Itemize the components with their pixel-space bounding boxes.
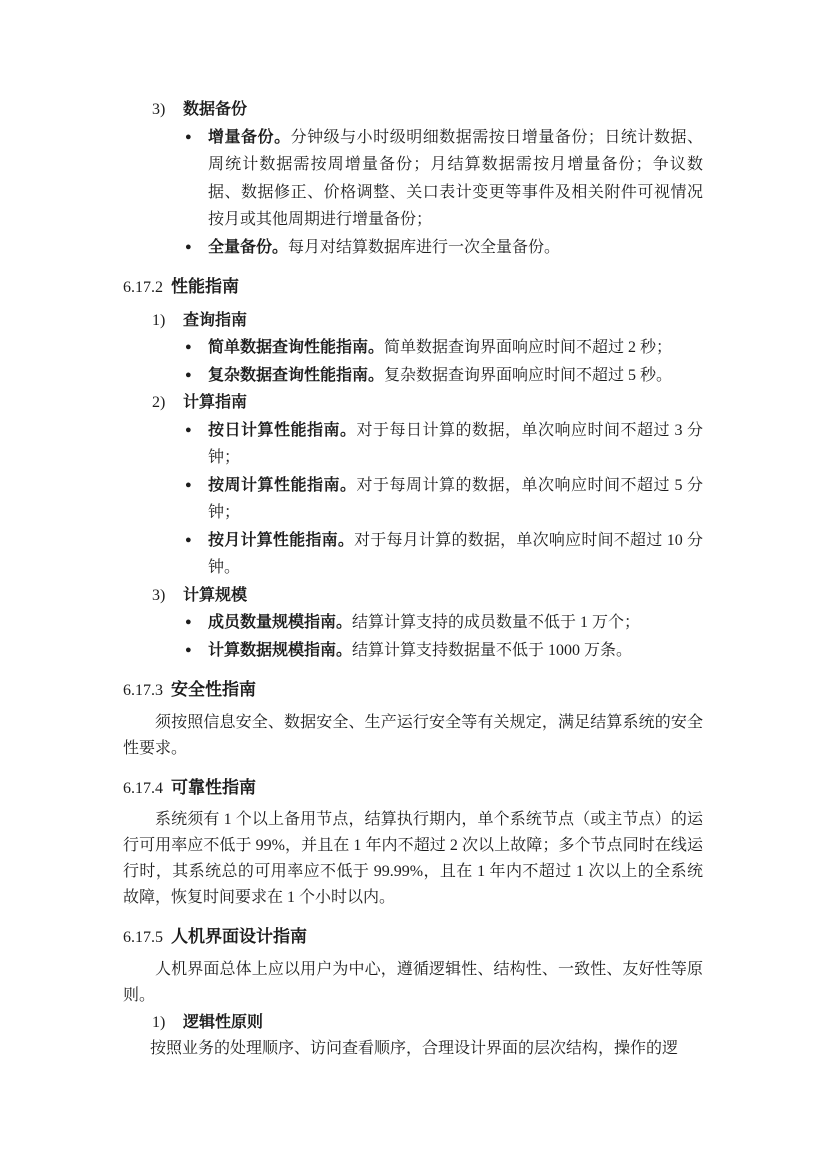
bullet-icon: ● bbox=[185, 478, 192, 491]
body-paragraph: 系统须有 1 个以上备用节点，结算执行期内，单个系统节点（或主节点）的运行可用率应不低于 99%，并且在 1 年内不超过 2 次以上故障；多个节点同时在线运行时，其系统总的可用率应不低于 99.99%，且在 1 年内不超过 1 次以上的全系统故障，恢复时间要求在 1 个小时以内。 bbox=[123, 811, 703, 906]
bullet-item-lead: 增量备份。 bbox=[208, 128, 291, 146]
bullet-icon: ● bbox=[185, 533, 192, 546]
bullet-item-lead: 按日计算性能指南。 bbox=[208, 421, 357, 439]
bullet-item-text: 分钟级与小时级明细数据需按日增量备份；日统计数据、周统计数据需按周增量备份；月结算数据需按月增量备份；争议数据、数据修正、价格调整、关口表计变更等事件及相关附件可视情况按月或其他周期进行增量备份； bbox=[208, 128, 703, 228]
section-heading bbox=[123, 273, 703, 302]
bullet-item-lead: 按周计算性能指南。 bbox=[208, 476, 357, 494]
list-item-number: 1) bbox=[152, 1013, 166, 1031]
bullet-list-item bbox=[123, 637, 703, 665]
bullet-item-text: 结算计算支持的成员数量不低于 1 万个； bbox=[352, 614, 641, 631]
bullet-item-text: 每月对结算数据库进行一次全量备份。 bbox=[288, 238, 561, 256]
numbered-list-item bbox=[152, 1009, 703, 1037]
bullet-list-item bbox=[123, 234, 703, 262]
section-heading bbox=[123, 676, 703, 705]
list-item-label: 计算规模 bbox=[183, 586, 248, 604]
list-item-number: 3) bbox=[152, 101, 166, 118]
section-number: 6.17.4 bbox=[123, 779, 163, 797]
numbered-list-item bbox=[152, 389, 703, 417]
bullet-list-item bbox=[123, 124, 703, 234]
section-number: 6.17.3 bbox=[123, 682, 163, 699]
bullet-item-text: 结算计算支持数据量不低于 1000 万条。 bbox=[352, 641, 633, 659]
list-item-number: 2) bbox=[152, 394, 166, 411]
bullet-item-lead: 复杂数据查询性能指南。 bbox=[208, 366, 385, 384]
section-number: 6.17.2 bbox=[123, 279, 163, 296]
list-item-label: 逻辑性原则 bbox=[183, 1013, 264, 1031]
bullet-icon: ● bbox=[185, 616, 192, 628]
section-title: 人机界面设计指南 bbox=[171, 927, 307, 946]
bullet-icon: ● bbox=[185, 368, 192, 381]
section-heading bbox=[123, 923, 703, 952]
bullet-icon: ● bbox=[185, 240, 192, 253]
section-heading bbox=[123, 774, 703, 803]
bullet-list-item bbox=[123, 362, 703, 390]
body-paragraph: 须按照信息安全、数据安全、生产运行安全等有关规定，满足结算系统的安全性要求。 bbox=[123, 713, 703, 757]
bullet-item-lead: 简单数据查询性能指南。 bbox=[208, 339, 385, 356]
section-title: 可靠性指南 bbox=[171, 777, 256, 797]
bullet-icon: ● bbox=[185, 423, 192, 436]
list-item-label: 查询指南 bbox=[183, 311, 248, 329]
list-item-label: 数据备份 bbox=[183, 101, 248, 118]
numbered-list-item bbox=[152, 307, 703, 335]
bullet-item-text: 对于每周计算的数据，单次响应时间不超过 5 分钟； bbox=[208, 476, 703, 521]
bullet-item-lead: 成员数量规模指南。 bbox=[208, 614, 353, 631]
bullet-item-lead: 按月计算性能指南。 bbox=[208, 531, 355, 549]
bullet-list-item bbox=[123, 472, 703, 527]
bullet-icon: ● bbox=[185, 643, 192, 656]
bullet-item-text: 简单数据查询界面响应时间不超过 2 秒； bbox=[384, 339, 673, 356]
bullet-item-text: 对于每日计算的数据，单次响应时间不超过 3 分钟； bbox=[208, 421, 703, 466]
list-item-number: 3) bbox=[152, 586, 166, 604]
section-title: 安全性指南 bbox=[171, 680, 256, 699]
bullet-item-text: 对于每月计算的数据，单次响应时间不超过 10 分钟。 bbox=[208, 531, 703, 576]
body-paragraph: 按照业务的处理顺序、访问查看顺序，合理设计界面的层次结构，操作的逻 bbox=[150, 1040, 679, 1057]
bullet-list-item bbox=[123, 609, 703, 637]
bullet-list-item bbox=[123, 527, 703, 582]
list-item-label: 计算指南 bbox=[183, 394, 248, 411]
bullet-icon: ● bbox=[185, 341, 192, 353]
numbered-list-item bbox=[152, 96, 703, 124]
numbered-list-item bbox=[152, 582, 703, 610]
bullet-icon: ● bbox=[185, 130, 192, 143]
body-paragraph: 人机界面总体上应以用户为中心，遵循逻辑性、结构性、一致性、友好性等原则。 bbox=[123, 960, 703, 1004]
section-number: 6.17.5 bbox=[123, 929, 163, 946]
bullet-list-item bbox=[123, 417, 703, 472]
bullet-item-lead: 全量备份。 bbox=[208, 238, 289, 256]
bullet-list-item bbox=[123, 334, 703, 362]
list-item-number: 1) bbox=[152, 311, 166, 329]
section-title: 性能指南 bbox=[171, 277, 239, 296]
bullet-item-text: 复杂数据查询界面响应时间不超过 5 秒。 bbox=[384, 366, 673, 384]
bullet-item-lead: 计算数据规模指南。 bbox=[208, 641, 353, 659]
